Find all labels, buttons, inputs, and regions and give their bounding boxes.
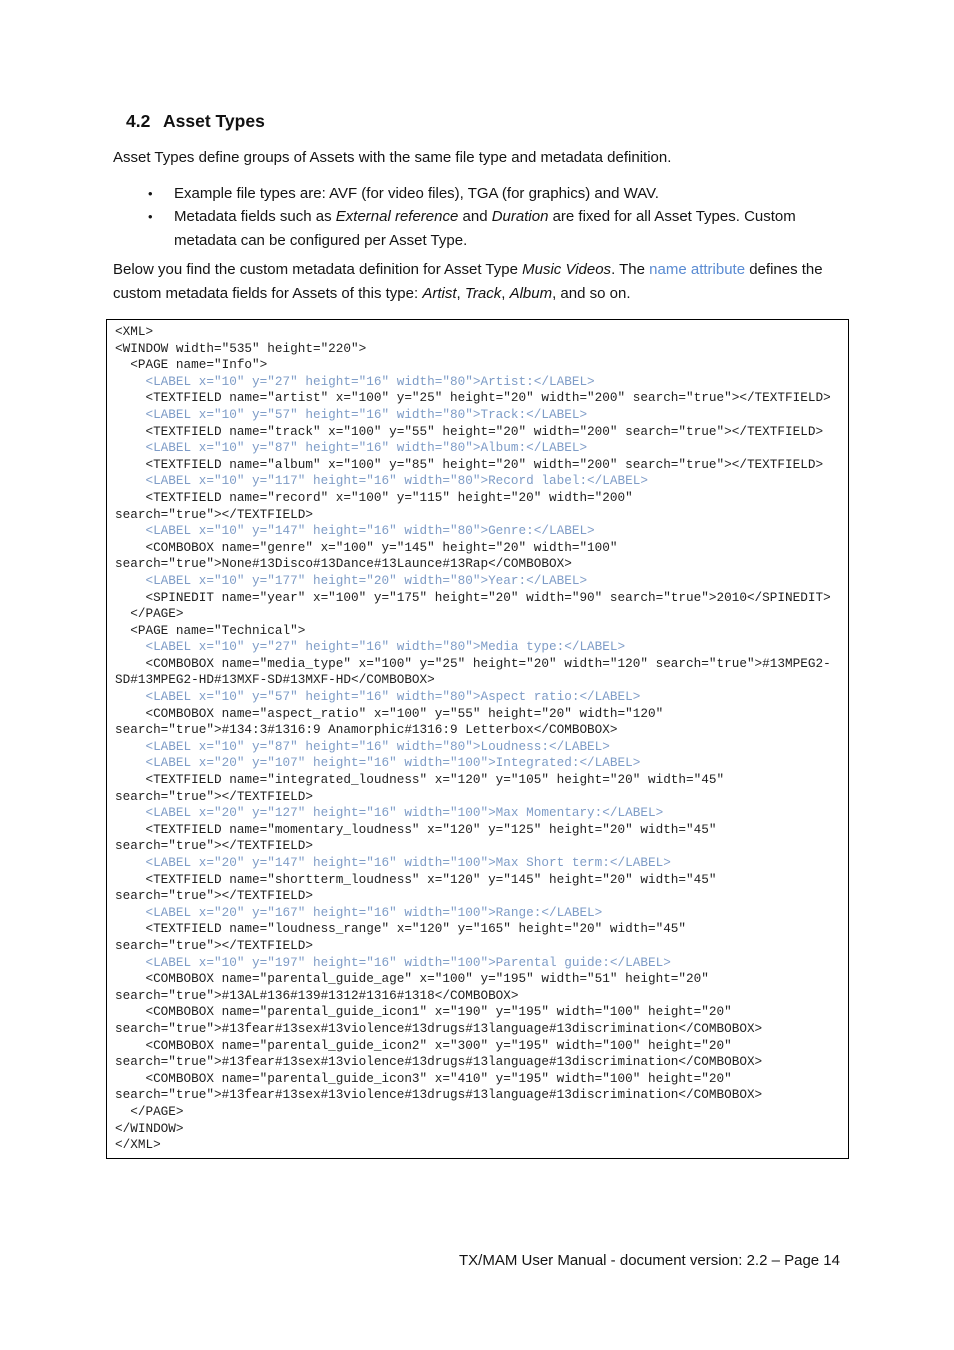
code-line: search="true">#13fear#13sex#13violence#13drugs#13language#13discrimination</COMBOBOX>: [115, 1020, 763, 1036]
code-line-label: <LABEL x="20" y="127" height="16" width="100">Max Momentary:</LABEL>: [115, 805, 664, 821]
bullet-text: [174, 205, 860, 252]
code-line-label: <LABEL x="10" y="87" height="16" width="80">Loudness:</LABEL>: [115, 738, 610, 754]
text-segment: Example file types are: AVF (for video files), TGA (for graphics) and WAV.: [174, 185, 659, 202]
text-segment: ,: [501, 285, 510, 302]
code-line: search="true"></TEXTFIELD>: [115, 838, 313, 854]
text-segment: . The: [611, 261, 650, 278]
code-line: <COMBOBOX name="parental_guide_icon2" x="300" y="195" width="100" height="20": [115, 1037, 732, 1053]
code-line: search="true">#13fear#13sex#13violence#13drugs#13language#13discrimination</COMBOBOX>: [115, 1054, 763, 1070]
bullet-item: [148, 182, 860, 205]
text-segment: Below you find the custom metadata definition for Asset Type: [113, 261, 523, 278]
italic-text: Track: [464, 285, 502, 302]
code-line: <PAGE name="Info">: [115, 357, 268, 373]
code-line-label: <LABEL x="10" y="27" height="16" width="80">Artist:</LABEL>: [115, 373, 595, 389]
text-segment: and: [458, 208, 492, 226]
code-line: <SPINEDIT name="year" x="100" y="175" height="20" width="90" search="true">2010</SPINEDIT>: [115, 589, 831, 605]
code-line: <TEXTFIELD name="artist" x="100" y="25" height="20" width="200" search="true"></TEXTFIELD>: [115, 390, 831, 406]
code-line: search="true"></TEXTFIELD>: [115, 506, 313, 522]
bullet-marker: •: [148, 186, 153, 201]
code-line-label: <LABEL x="20" y="107" height="16" width="100">Integrated:</LABEL>: [115, 755, 641, 771]
name-attribute-link[interactable]: name attribute: [649, 261, 746, 278]
code-line: <TEXTFIELD name="track" x="100" y="55" height="20" width="200" search="true"></TEXTFIELD>: [115, 423, 824, 439]
code-line: <TEXTFIELD name="shortterm_loudness" x="120" y="145" height="20" width="45": [115, 871, 717, 887]
intro-paragraph: Asset Types define groups of Assets with the same file type and metadata definition.: [113, 149, 672, 166]
code-line: <TEXTFIELD name="record" x="100" y="115" height="20" width="200": [115, 489, 633, 505]
code-line: <COMBOBOX name="parental_guide_icon1" x="190" y="195" width="100" height="20": [115, 1004, 732, 1020]
code-line: <WINDOW width="535" height="220">: [115, 340, 367, 356]
code-line: search="true">None#13Disco#13Dance#13Launce#13Rap</COMBOBOX>: [115, 556, 572, 572]
italic-text: Album: [509, 285, 553, 302]
code-line: search="true">#13AL#136#139#1312#1316#1318</COMBOBOX>: [115, 987, 519, 1003]
description-paragraph: [113, 258, 853, 306]
code-line-label: <LABEL x="10" y="117" height="16" width="80">Record label:</LABEL>: [115, 473, 648, 489]
code-line: <TEXTFIELD name="integrated_loudness" x="120" y="105" height="20" width="45": [115, 772, 725, 788]
code-line: </WINDOW>: [115, 1120, 184, 1136]
code-line: <COMBOBOX name="aspect_ratio" x="100" y="55" height="20" width="120": [115, 705, 664, 721]
code-line: search="true"></TEXTFIELD>: [115, 888, 313, 904]
section-title: Asset Types: [163, 111, 265, 131]
code-line: search="true">#134:3#1316:9 Anamorphic#1316:9 Letterbox</COMBOBOX>: [115, 722, 618, 738]
code-line: <TEXTFIELD name="loudness_range" x="120" y="165" height="20" width="45": [115, 921, 687, 937]
text-segment: defines the custom metadata fields for Assets of this type:: [113, 261, 823, 302]
code-line: <COMBOBOX name="media_type" x="100" y="25" height="20" width="120" search="true">#13MPEG2-: [115, 655, 831, 671]
code-line-label: <LABEL x="20" y="167" height="16" width="100">Range:</LABEL>: [115, 904, 603, 920]
text-segment: Metadata fields such as: [174, 208, 336, 226]
xml-code-block: [106, 319, 849, 1159]
section-heading: [126, 110, 265, 132]
bullet-list: [148, 182, 860, 252]
code-line-label: <LABEL x="10" y="147" height="16" width="80">Genre:</LABEL>: [115, 523, 595, 539]
bullet-marker: •: [148, 209, 153, 225]
code-line: search="true"></TEXTFIELD>: [115, 937, 313, 953]
code-line-label: <LABEL x="10" y="177" height="20" width="80">Year:</LABEL>: [115, 572, 588, 588]
section-number: 4.2: [126, 111, 151, 131]
code-line: </PAGE>: [115, 606, 184, 622]
code-line: SD#13MPEG2-HD#13MXF-SD#13MXF-HD</COMBOBOX>: [115, 672, 435, 688]
code-line: <COMBOBOX name="parental_guide_age" x="100" y="195" width="51" height="20": [115, 971, 709, 987]
italic-text: Music Videos: [522, 261, 612, 278]
italic-text: Duration: [491, 208, 549, 226]
text-segment: ,: [456, 285, 465, 302]
code-line: search="true">#13fear#13sex#13violence#13drugs#13language#13discrimination</COMBOBOX>: [115, 1087, 763, 1103]
code-line: <PAGE name="Technical">: [115, 622, 306, 638]
text-segment: , and so on.: [552, 285, 631, 302]
code-line: </XML>: [115, 1137, 161, 1153]
code-line: search="true"></TEXTFIELD>: [115, 788, 313, 804]
bullet-text: [174, 182, 659, 205]
italic-text: External reference: [335, 208, 459, 226]
code-line-label: <LABEL x="20" y="147" height="16" width="100">Max Short term:</LABEL>: [115, 855, 671, 870]
text-segment: are fixed for all Asset Types. Custom metadata can be configured per Asset Type.: [174, 208, 796, 249]
bullet-item: [148, 205, 860, 252]
code-line: <TEXTFIELD name="album" x="100" y="85" height="20" width="200" search="true"></TEXTFIELD>: [115, 456, 824, 472]
code-line: </PAGE>: [115, 1103, 184, 1119]
italic-text: Artist: [422, 285, 457, 302]
code-line-label: <LABEL x="10" y="57" height="16" width="80">Track:</LABEL>: [115, 406, 588, 422]
code-line: <COMBOBOX name="parental_guide_icon3" x="410" y="195" width="100" height="20": [115, 1070, 732, 1086]
code-line: <TEXTFIELD name="momentary_loudness" x="120" y="125" height="20" width="45": [115, 821, 717, 837]
code-line: <XML>: [115, 324, 154, 339]
code-line-label: <LABEL x="10" y="57" height="16" width="80">Aspect ratio:</LABEL>: [115, 689, 641, 705]
code-line-label: <LABEL x="10" y="27" height="16" width="80">Media type:</LABEL>: [115, 639, 626, 655]
code-line: <COMBOBOX name="genre" x="100" y="145" height="20" width="100": [115, 539, 618, 555]
page-footer: TX/MAM User Manual - document version: 2.2 – Page 14: [458, 1252, 840, 1269]
code-line-label: <LABEL x="10" y="197" height="16" width="100">Parental guide:</LABEL>: [115, 954, 671, 970]
code-line-label: <LABEL x="10" y="87" height="16" width="80">Album:</LABEL>: [115, 440, 588, 456]
